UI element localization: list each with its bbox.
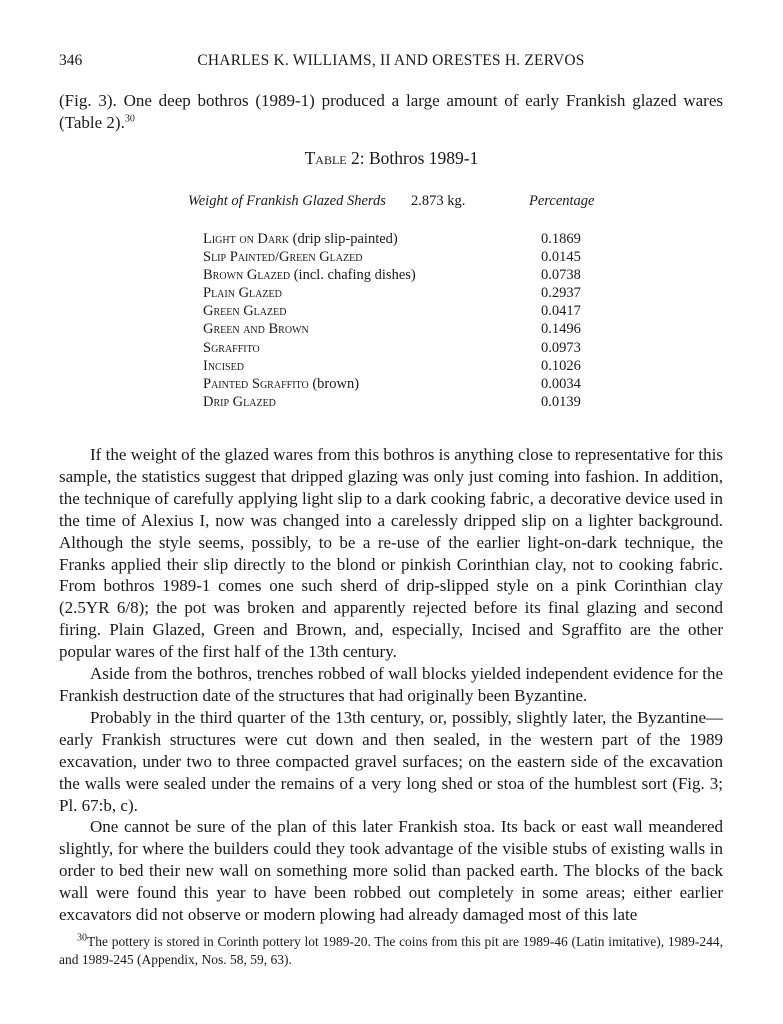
- ware-name: Light on Dark: [203, 231, 290, 247]
- ware-percentage: 0.0139: [541, 393, 581, 410]
- table-row: [0, 340, 783, 358]
- paragraph: Aside from the bothros, trenches robbed of wall blocks yielded independent evidence for the Frankish destruction date of the structures that had originally been Byzantine.: [59, 664, 723, 705]
- ware-percentage: 0.0417: [541, 303, 581, 320]
- table-row: [0, 267, 783, 285]
- ware-percentage: 0.1026: [541, 357, 581, 374]
- page-number: 346: [59, 52, 83, 69]
- table-row: [0, 285, 783, 303]
- ware-name: Green and Brown: [203, 321, 309, 338]
- footnote-text: The pottery is stored in Corinth pottery lot 1989-20. The coins from this pit are 1989-46 (Latin imitative), 1989-244, and 1989-245 (Appendix, Nos. 58, 59, 63).: [59, 934, 723, 967]
- footnote-number: 30: [77, 932, 87, 944]
- weight-value: 2.873 kg.: [411, 193, 466, 209]
- ware-name: Brown Glazed: [203, 267, 291, 284]
- ware-percentage: 0.1496: [541, 321, 581, 338]
- footnote-ref[interactable]: 30: [124, 113, 135, 125]
- intro-paragraph: [59, 90, 723, 134]
- table-row: [0, 231, 783, 249]
- footnote: [59, 933, 723, 969]
- table-row: [0, 394, 783, 412]
- ware-note: (brown): [308, 375, 360, 392]
- ware-name: Painted Sgraffito: [203, 375, 309, 392]
- ware-percentage: 0.1869: [541, 231, 581, 247]
- ware-percentage: 0.0973: [541, 339, 581, 356]
- ware-note: (drip slip-painted): [289, 231, 398, 247]
- ware-name: Plain Glazed: [203, 285, 282, 302]
- paragraph: If the weight of the glazed wares from this bothros is anything close to representative for this sample, the statistics suggest that dripped glazing was only just coming into fashion. In addition, the technique of carefully applying light slip to a dark cooking fabric, a decorative device used in the time of Alexius I, now was changed into a carelessly dripped slip on a lighter background. Although the style seems, possibly, to be a re-use of the earlier light-on-dark technique, the Franks applied their slip directly to the blond or pinkish Corinthian clay, not to cooking fabric. From bothros 1989-1 comes one such sherd of drip-slipped style on a pink Corinthian clay (2.5YR 6/8); the pot was broken and apparently rejected before its final glazing and second firing. Plain Glazed, Green and Brown, and, especially, Incised and Sgraffito are the other popular wares of the first half of the 13th century.: [59, 445, 723, 662]
- table-title-rest: 2: Bothros 1989-1: [346, 148, 479, 168]
- table-row: [0, 376, 783, 394]
- table-row: [0, 321, 783, 339]
- paragraph: One cannot be sure of the plan of this later Frankish stoa. Its back or east wall meandered slightly, for where the builders could they took advantage of the visible stubs of existing walls in order to bed their new wall on something more solid than packed earth. The blocks of the back wall were found this year to have been robbed out completely in some areas; either earlier excavators did not observe or modern plowing had already damaged most of this late: [59, 817, 723, 925]
- weight-label: Weight of Frankish Glazed Sherds: [188, 193, 386, 209]
- ware-note: (incl. chafing dishes): [290, 267, 416, 284]
- ware-name: Slip Painted/Green Glazed: [203, 249, 363, 266]
- ware-name: Green Glazed: [203, 303, 287, 320]
- main-text: [59, 444, 723, 926]
- ware-name: Incised: [203, 357, 244, 374]
- percentage-label: Percentage: [529, 193, 595, 209]
- paragraph: Probably in the third quarter of the 13th century, or, possibly, slightly later, the Byzantine—early Frankish structures were cut down and then sealed, in the western part of the 1989 excavation, under two to three compacted gravel surfaces; on the eastern side of the excavation the walls were sealed under the remains of a very long shed or stoa of the humblest sort (Fig. 3; Pl. 67:b, c).: [59, 707, 723, 815]
- ware-name: Sgraffito: [203, 339, 260, 356]
- table-title-prefix: Table: [304, 148, 347, 168]
- table-row: [0, 358, 783, 376]
- table-title: [0, 148, 783, 169]
- running-head-authors: CHARLES K. WILLIAMS, II AND ORESTES H. ZERVOS: [197, 52, 585, 69]
- ware-name: Drip Glazed: [203, 393, 276, 410]
- intro-text: (Fig. 3). One deep bothros (1989-1) produced a large amount of early Frankish glazed wares (Table 2).: [59, 91, 723, 132]
- ware-percentage: 0.0145: [541, 249, 581, 266]
- ware-percentage: 0.0034: [541, 375, 581, 392]
- ware-percentage: 0.2937: [541, 285, 581, 302]
- table-row: [0, 303, 783, 321]
- table-body: [0, 231, 783, 412]
- table-row: [0, 249, 783, 267]
- ware-percentage: 0.0738: [541, 267, 581, 284]
